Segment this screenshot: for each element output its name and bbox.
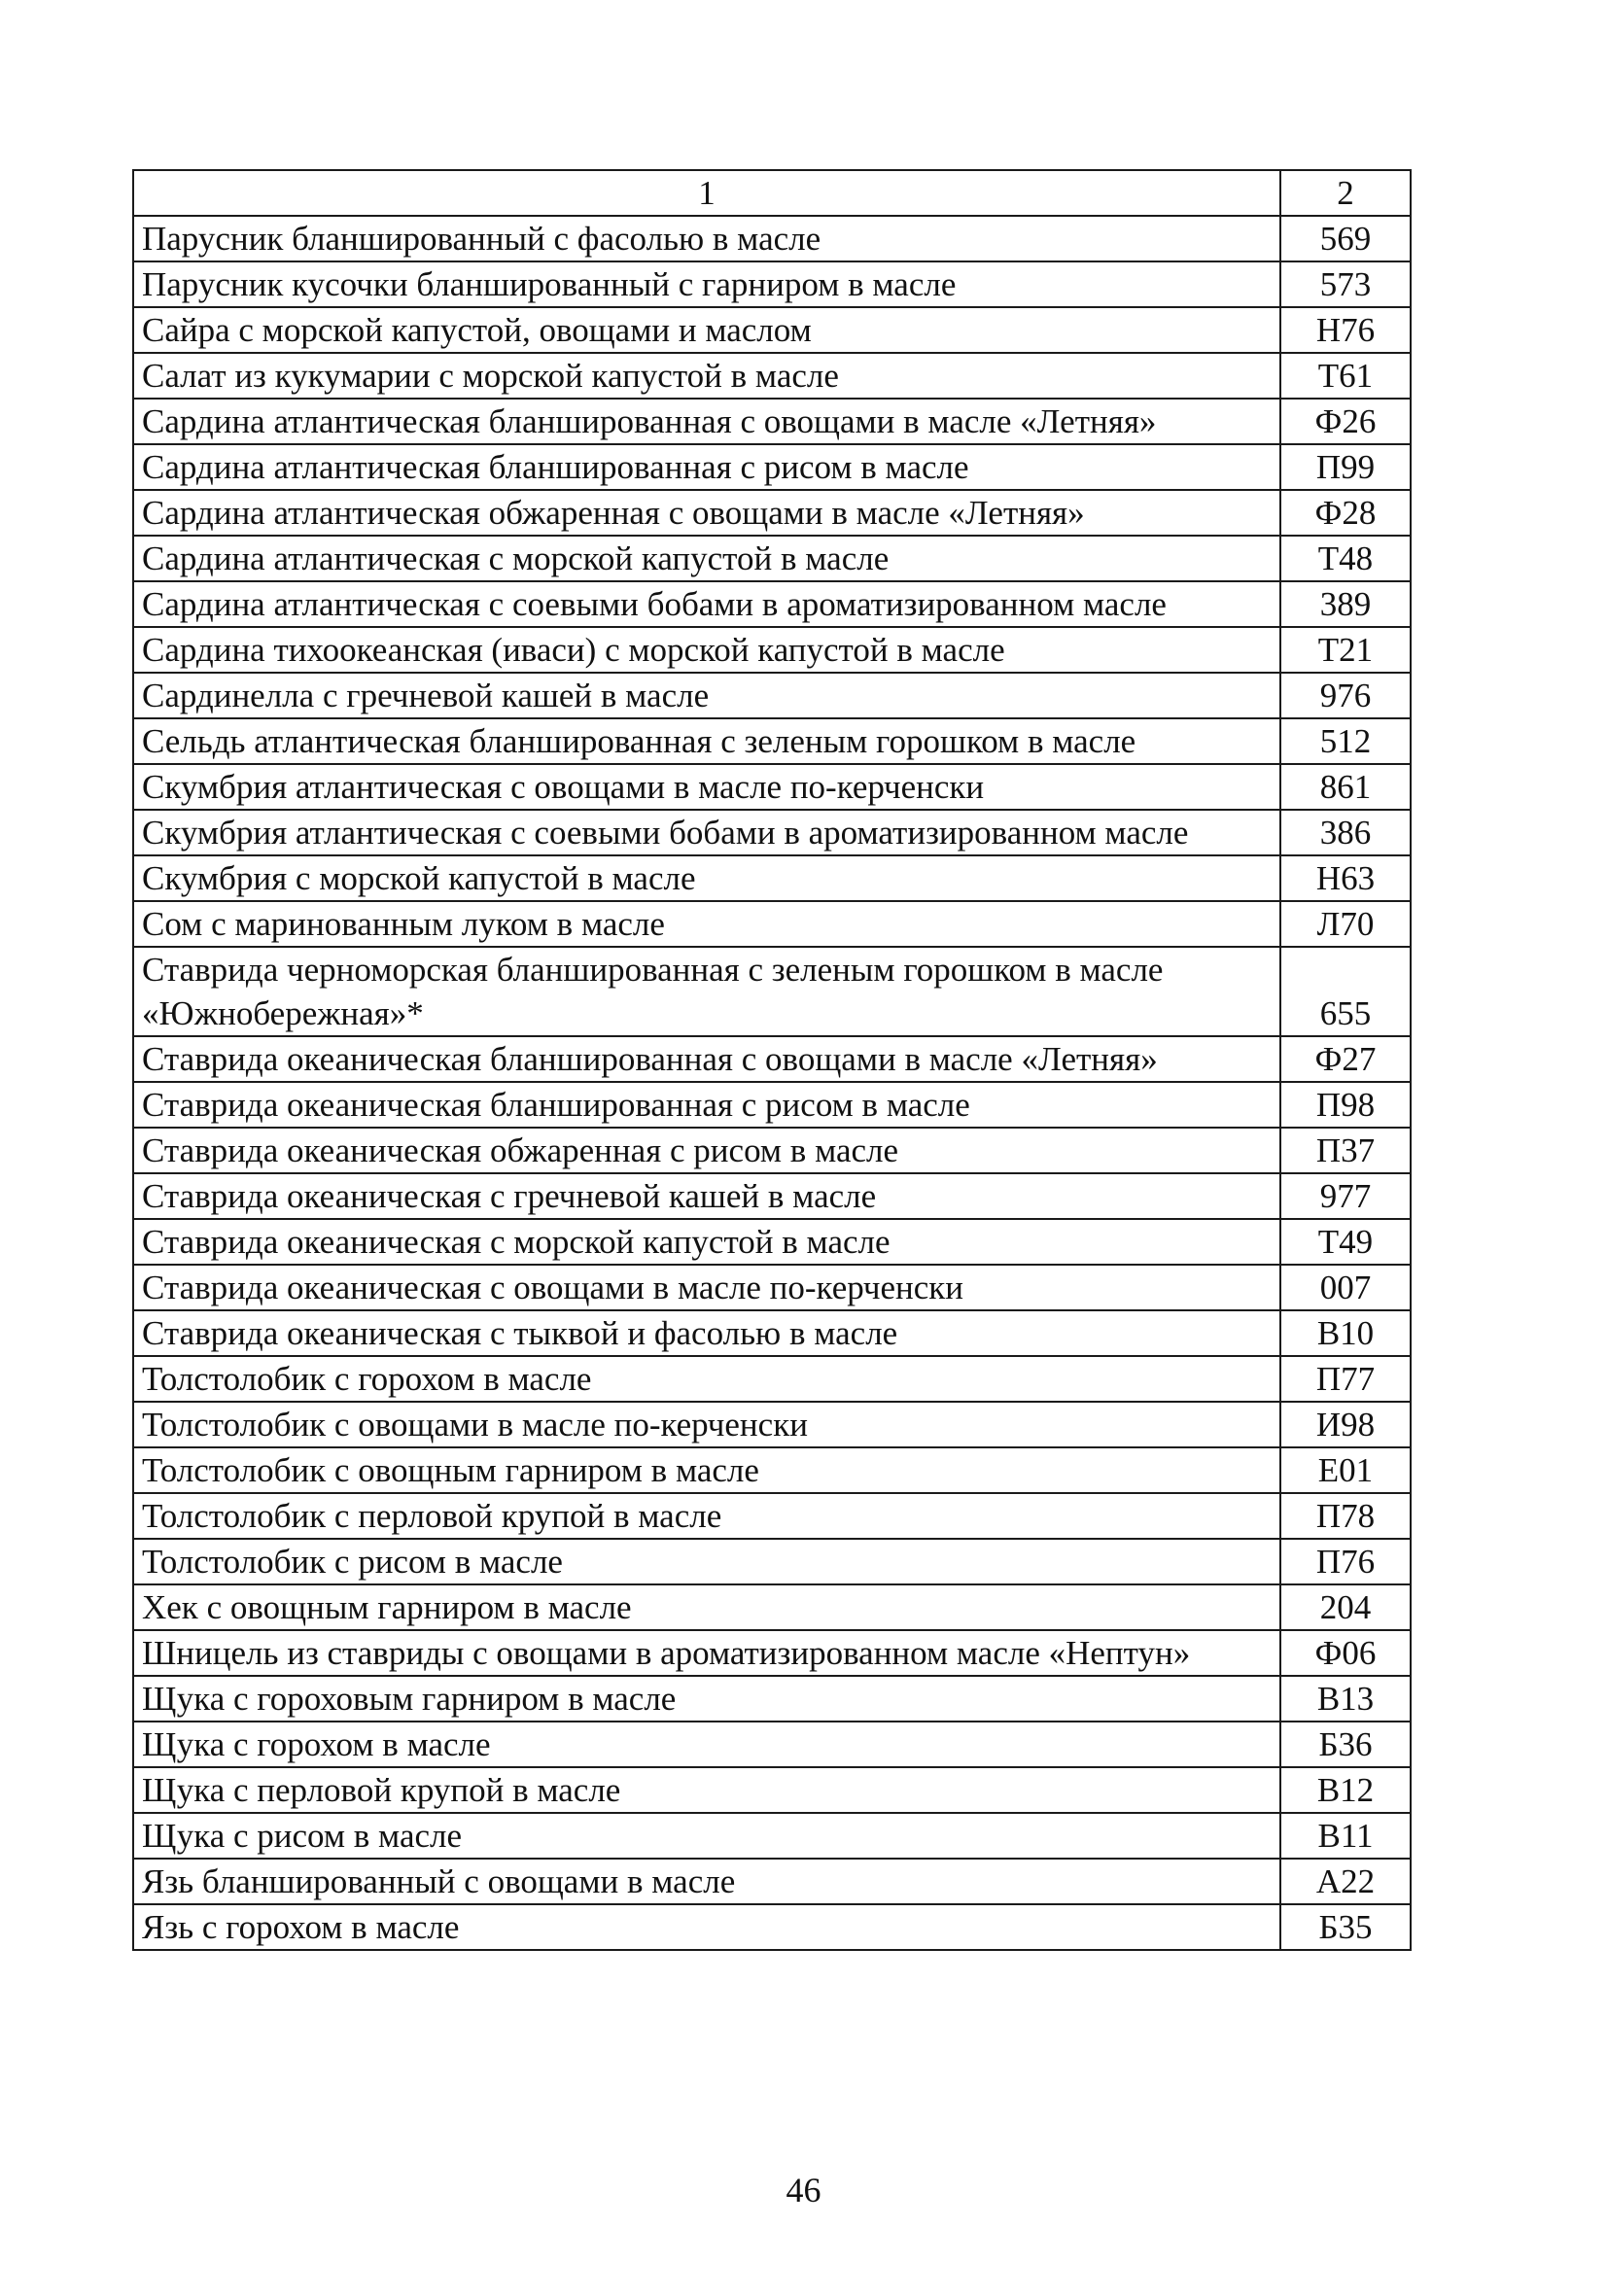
column-header-code: 2 [1280, 170, 1411, 216]
product-name-cell: Ставрида океаническая бланшированная с рисом в масле [133, 1082, 1280, 1128]
table-row [133, 1219, 1411, 1265]
product-name-cell: Щука с перловой крупой в масле [133, 1767, 1280, 1813]
page-number: 46 [786, 2171, 821, 2209]
table-row [133, 1539, 1411, 1584]
product-code-cell: 977 [1280, 1173, 1411, 1219]
product-name-cell: Язь с горохом в масле [133, 1904, 1280, 1950]
table-row [133, 947, 1411, 1036]
product-name-cell: Ставрида черноморская бланшированная с зеленым горошком в масле «Южнобережная»* [133, 947, 1280, 1036]
table-row [133, 764, 1411, 810]
product-name-cell: Сардина атлантическая бланшированная с овощами в масле «Летняя» [133, 399, 1280, 444]
table-row [133, 490, 1411, 536]
table-row [133, 1173, 1411, 1219]
table-row [133, 444, 1411, 490]
table-row [133, 855, 1411, 901]
table-row [133, 1082, 1411, 1128]
product-name-cell: Язь бланшированный с овощами в масле [133, 1859, 1280, 1904]
product-code-cell: 569 [1280, 216, 1411, 261]
product-name-cell: Ставрида океаническая с морской капустой в масле [133, 1219, 1280, 1265]
product-name-cell: Ставрида океаническая обжаренная с рисом в масле [133, 1128, 1280, 1173]
table-row [133, 261, 1411, 307]
product-name-cell: Сардина тихоокеанская (иваси) с морской капустой в масле [133, 627, 1280, 673]
product-code-cell: В12 [1280, 1767, 1411, 1813]
product-code-cell: А22 [1280, 1859, 1411, 1904]
product-name-cell: Сельдь атлантическая бланшированная с зеленым горошком в масле [133, 718, 1280, 764]
product-code-cell: В10 [1280, 1310, 1411, 1356]
product-code-cell: Н63 [1280, 855, 1411, 901]
product-name-cell: Салат из кукумарии с морской капустой в масле [133, 353, 1280, 399]
product-code-cell: П37 [1280, 1128, 1411, 1173]
table-row [133, 1356, 1411, 1402]
table-row [133, 1904, 1411, 1950]
table-row [133, 1813, 1411, 1859]
product-name-cell: Сардина атлантическая с морской капустой в масле [133, 536, 1280, 581]
product-code-cell: 386 [1280, 810, 1411, 855]
table-row [133, 1493, 1411, 1539]
table-row [133, 353, 1411, 399]
table-row [133, 901, 1411, 947]
product-code-cell: Б36 [1280, 1722, 1411, 1767]
product-code-cell: 389 [1280, 581, 1411, 627]
product-name-cell: Сардина атлантическая обжаренная с овощами в масле «Летняя» [133, 490, 1280, 536]
product-name-cell: Сайра с морской капустой, овощами и маслом [133, 307, 1280, 353]
product-code-cell: Т49 [1280, 1219, 1411, 1265]
table-row [133, 216, 1411, 261]
table-row [133, 307, 1411, 353]
column-header-product: 1 [133, 170, 1280, 216]
table-row [133, 1630, 1411, 1676]
product-code-cell: В11 [1280, 1813, 1411, 1859]
product-name-cell: Сардина атлантическая бланшированная с рисом в масле [133, 444, 1280, 490]
product-name-cell: Щука с гороховым гарниром в масле [133, 1676, 1280, 1722]
product-name-cell: Скумбрия с морской капустой в масле [133, 855, 1280, 901]
product-name-cell: Ставрида океаническая с гречневой кашей в масле [133, 1173, 1280, 1219]
table-row [133, 1767, 1411, 1813]
table-body [133, 216, 1411, 1950]
product-code-cell: П98 [1280, 1082, 1411, 1128]
product-code-cell: Ф27 [1280, 1036, 1411, 1082]
product-name-cell: Сардина атлантическая с соевыми бобами в ароматизированном масле [133, 581, 1280, 627]
table-row [133, 810, 1411, 855]
product-name-cell: Толстолобик с рисом в масле [133, 1539, 1280, 1584]
table-row [133, 1036, 1411, 1082]
product-name-cell: Хек с овощным гарниром в масле [133, 1584, 1280, 1630]
product-name-cell: Толстолобик с овощным гарниром в масле [133, 1447, 1280, 1493]
product-code-cell: Т48 [1280, 536, 1411, 581]
product-code-cell: 512 [1280, 718, 1411, 764]
product-name-cell: Шницель из ставриды с овощами в ароматизированном масле «Нептун» [133, 1630, 1280, 1676]
table-row [133, 1676, 1411, 1722]
product-code-cell: Ф06 [1280, 1630, 1411, 1676]
table-row [133, 1128, 1411, 1173]
product-name-cell: Толстолобик с перловой крупой в масле [133, 1493, 1280, 1539]
table-row [133, 1310, 1411, 1356]
table-row [133, 1584, 1411, 1630]
table-row [133, 1859, 1411, 1904]
table-row [133, 1447, 1411, 1493]
product-name-cell: Сардинелла с гречневой кашей в масле [133, 673, 1280, 718]
product-name-cell: Толстолобик с овощами в масле по-керченски [133, 1402, 1280, 1447]
table-row [133, 399, 1411, 444]
product-name-cell: Ставрида океаническая с тыквой и фасолью в масле [133, 1310, 1280, 1356]
product-code-cell: 655 [1280, 947, 1411, 1036]
product-code-cell: П76 [1280, 1539, 1411, 1584]
product-name-cell: Щука с горохом в масле [133, 1722, 1280, 1767]
table-row [133, 1402, 1411, 1447]
product-name-cell: Парусник кусочки бланшированный с гарниром в масле [133, 261, 1280, 307]
product-code-cell: 976 [1280, 673, 1411, 718]
product-name-cell: Скумбрия атлантическая с соевыми бобами в ароматизированном масле [133, 810, 1280, 855]
table-header-row [133, 170, 1411, 216]
product-code-cell: П78 [1280, 1493, 1411, 1539]
table-row [133, 718, 1411, 764]
product-code-cell: И98 [1280, 1402, 1411, 1447]
product-code-table [132, 169, 1412, 1951]
table-row [133, 536, 1411, 581]
product-code-cell: Т21 [1280, 627, 1411, 673]
product-code-cell: Ф28 [1280, 490, 1411, 536]
product-name-cell: Ставрида океаническая бланшированная с овощами в масле «Летняя» [133, 1036, 1280, 1082]
product-code-cell: В13 [1280, 1676, 1411, 1722]
product-name-cell: Сом с маринованным луком в масле [133, 901, 1280, 947]
product-code-cell: 573 [1280, 261, 1411, 307]
product-name-cell: Скумбрия атлантическая с овощами в масле по-керченски [133, 764, 1280, 810]
product-code-cell: Б35 [1280, 1904, 1411, 1950]
product-code-cell: 007 [1280, 1265, 1411, 1310]
product-code-cell: Н76 [1280, 307, 1411, 353]
product-code-cell: Т61 [1280, 353, 1411, 399]
product-name-cell: Парусник бланшированный с фасолью в масле [133, 216, 1280, 261]
product-name-cell: Толстолобик с горохом в масле [133, 1356, 1280, 1402]
product-name-cell: Щука с рисом в масле [133, 1813, 1280, 1859]
table-row [133, 1265, 1411, 1310]
product-code-cell: 861 [1280, 764, 1411, 810]
product-name-cell: Ставрида океаническая с овощами в масле по-керченски [133, 1265, 1280, 1310]
product-code-cell: Л70 [1280, 901, 1411, 947]
product-code-cell: П77 [1280, 1356, 1411, 1402]
table-row [133, 627, 1411, 673]
product-code-cell: П99 [1280, 444, 1411, 490]
table-row [133, 1722, 1411, 1767]
table-row [133, 581, 1411, 627]
product-code-cell: Е01 [1280, 1447, 1411, 1493]
table-row [133, 673, 1411, 718]
product-code-cell: 204 [1280, 1584, 1411, 1630]
product-code-cell: Ф26 [1280, 399, 1411, 444]
